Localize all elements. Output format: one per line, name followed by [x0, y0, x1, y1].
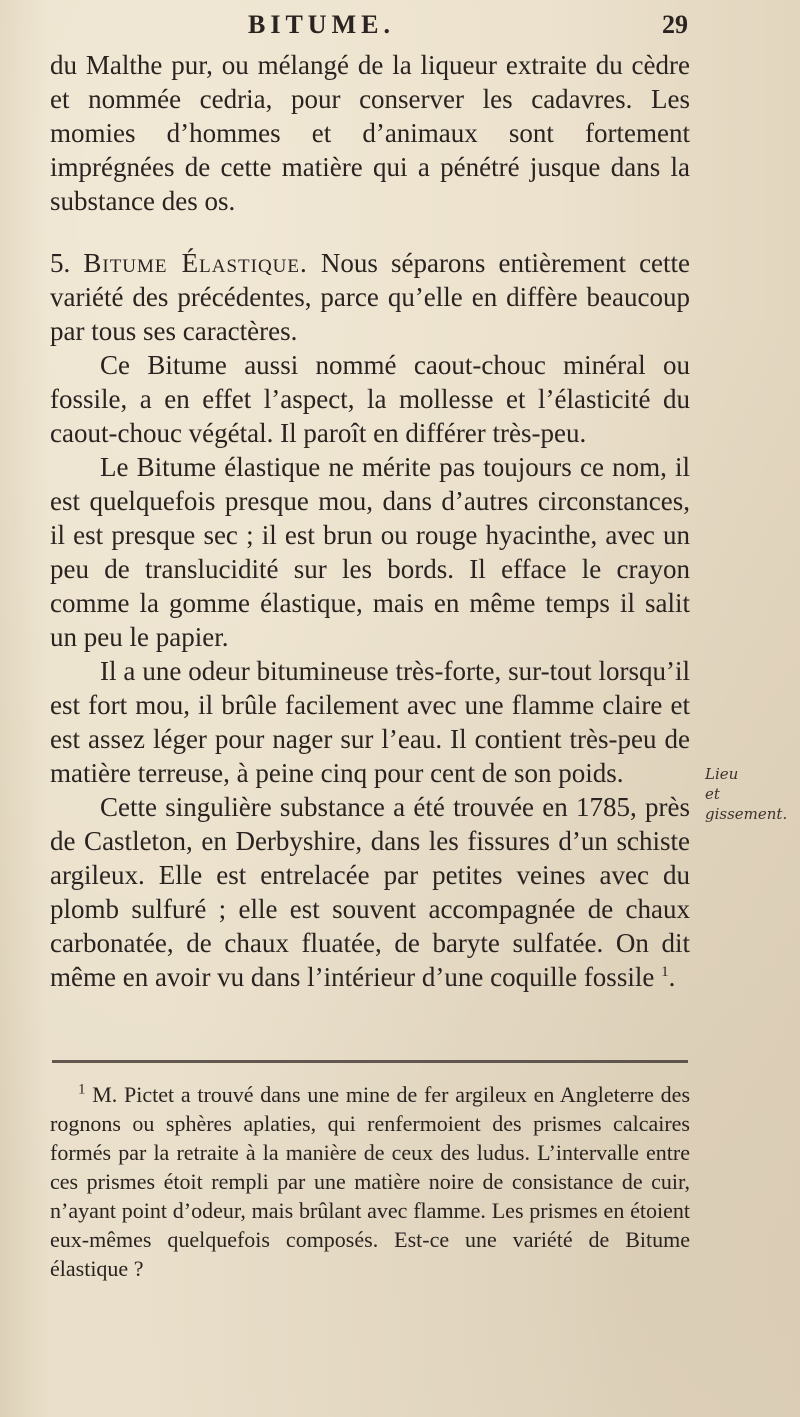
paragraph-with-footnote: [50, 790, 690, 994]
page-number: 29: [662, 10, 688, 39]
section-title: Bitume Élastique.: [83, 248, 308, 278]
paragraph: Le Bitume élastique ne mérite pas toujours ce nom, il est quelquefois presque mou, dans d’autres circonstances, il est presque sec ; il est brun ou rouge hyacinthe, avec un peu de translucidité sur les bords. Il efface le crayon comme la gomme élastique, mais en même temps il salit un peu le papier.: [50, 452, 690, 652]
section-number: 5.: [50, 248, 71, 278]
section-heading-paragraph: [50, 246, 690, 348]
footnote: [50, 1080, 690, 1283]
paragraph-continuation: du Malthe pur, ou mélangé de la liqueur extraite du cèdre et nommée cedria, pour conserver les cadavres. Les momies d’hommes et d’animaux sont fortement imprégnées de cette matière qui a pénétré jusque dans la substance des os.: [50, 50, 690, 216]
footnote-divider: [52, 1060, 688, 1063]
footnote-text: M. Pictet a trouvé dans une mine de fer argileux en Angleterre des rognons ou sphères aplaties, qui renfermoient des prismes calcaires formés par la retraite à la manière de ceux des ludus. L’intervalle entre ces prismes étoit rempli par une matière noire de consistance de cuir, n’ayant point d’odeur, mais brûlant avec flamme. Les prismes en étoient eux-mêmes quelquefois composés. Est-ce une variété de Bitume élastique ?: [50, 1082, 690, 1281]
page-header: [248, 6, 688, 42]
running-title: BITUME.: [248, 10, 395, 39]
margin-note-line: Lieu: [705, 765, 739, 783]
footnote-reference: 1: [661, 964, 669, 980]
paragraph: Il a une odeur bitumineuse très-forte, sur-tout lorsqu’il est fort mou, il brûle facilement avec une flamme claire et est assez léger pour nager sur l’eau. Il contient très-peu de matière terreuse, à peine cinq pour cent de son poids.: [50, 656, 690, 788]
paragraph: Ce Bitume aussi nommé caout-chouc minéral ou fossile, a en effet l’aspect, la mollesse et l’élasticité du caout-chouc végétal. Il paroît en différer très-peu.: [50, 350, 690, 448]
footnote-mark: 1: [78, 1081, 86, 1098]
paragraph-text: Cette singulière substance a été trouvée en 1785, près de Castleton, en Derbyshire, dans les fissures d’un schiste argileux. Elle est entrelacée par petites veines avec du plomb sulfuré ; elle est souvent accompagnée de chaux carbonatée, de chaux fluatée, de baryte sulfatée. On dit même en avoir vu dans l’intérieur d’une coquille fossile: [50, 792, 690, 992]
section-intro: Nous séparons entièrement cette variété des précédentes, parce qu’elle en diffère beaucoup par tous ses caractères.: [50, 248, 691, 346]
margin-note-line: et gissement.: [705, 785, 788, 823]
paragraph-end: .: [668, 962, 676, 992]
footnote-paragraph: [50, 1080, 690, 1283]
main-text: [50, 48, 690, 994]
margin-note: [705, 764, 795, 824]
